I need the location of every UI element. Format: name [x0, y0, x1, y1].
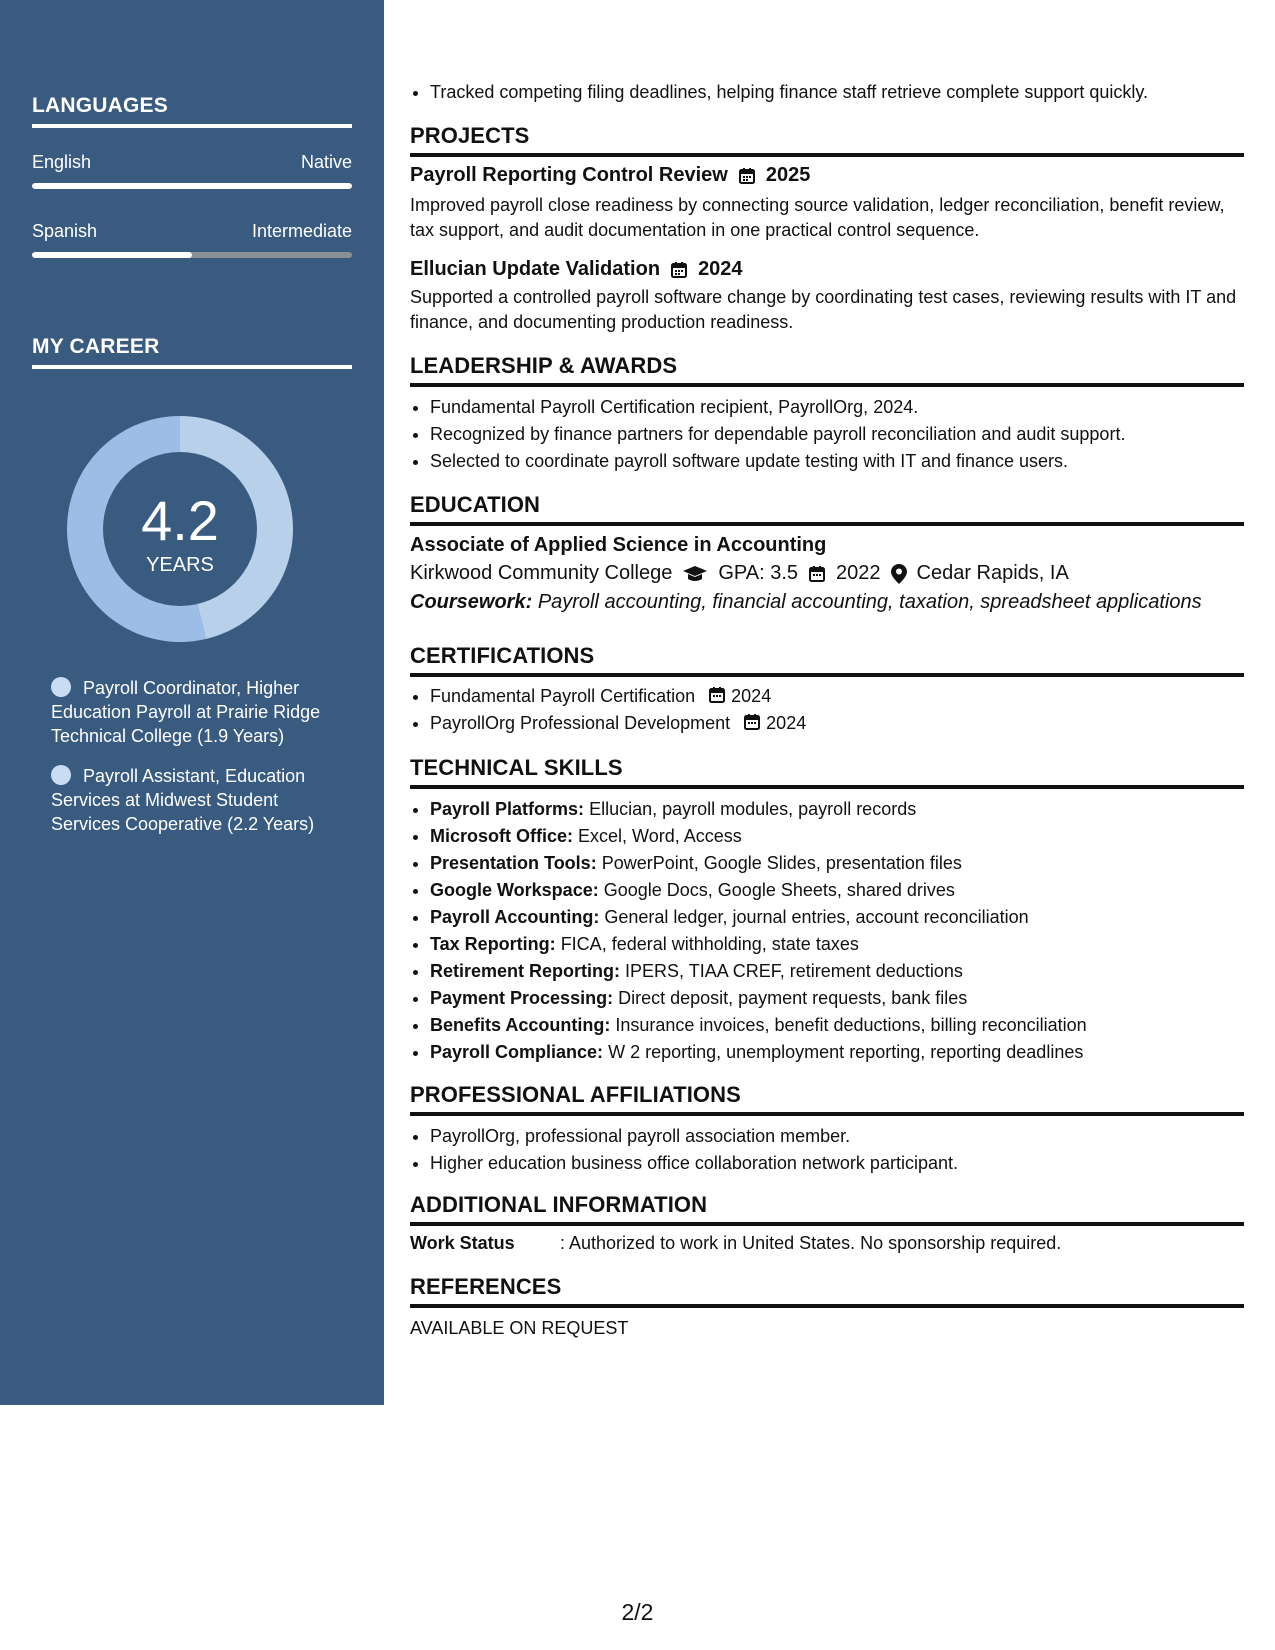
language-bar-english — [32, 183, 352, 189]
certification-year: 2024 — [731, 686, 772, 706]
experience-bullet: • Tracked competing filing deadlines, helping finance staff retrieve complete support quickly. — [430, 79, 1244, 106]
language-name: English — [32, 152, 92, 172]
skill-value: Google Docs, Google Sheets, shared drives — [603, 880, 955, 900]
skill-label: Payroll Platforms: — [430, 799, 585, 819]
affiliations-heading: PROFESSIONAL AFFILIATIONS — [410, 1082, 1244, 1116]
career-bullet-dot — [51, 677, 71, 697]
location-pin-icon — [891, 564, 907, 584]
skills-list — [410, 796, 1244, 1066]
language-bar-fill — [32, 252, 192, 258]
education-gpa: GPA: 3.5 — [718, 562, 798, 584]
leadership-item: • Recognized by finance partners for dependable payroll reconciliation and audit support. — [430, 421, 1244, 448]
education-degree: Associate of Applied Science in Accounting — [410, 534, 827, 556]
language-bar-fill — [32, 183, 352, 189]
language-bar-spanish — [32, 252, 352, 258]
additional-info-heading: ADDITIONAL INFORMATION — [410, 1192, 1244, 1226]
career-donut-chart — [67, 416, 293, 642]
career-list — [51, 676, 341, 852]
leadership-item: • Selected to coordinate payroll software update testing with IT and finance users. — [430, 448, 1244, 475]
skill-label: Payroll Accounting: — [430, 907, 600, 927]
language-row-spanish — [32, 221, 352, 242]
calendar-icon — [708, 686, 726, 704]
skill-label: Benefits Accounting: — [430, 1015, 611, 1035]
skill-item — [430, 958, 1244, 985]
languages-heading: LANGUAGES — [32, 94, 352, 128]
skill-value: General ledger, journal entries, account reconciliation — [604, 907, 1029, 927]
skill-item — [430, 1012, 1244, 1039]
project-item — [410, 164, 1244, 243]
certification-year: 2024 — [766, 713, 807, 733]
education-location: Cedar Rapids, IA — [916, 562, 1069, 584]
project-year: 2025 — [765, 164, 811, 186]
education-details — [410, 562, 1244, 585]
skill-item — [430, 850, 1244, 877]
skill-item — [430, 904, 1244, 931]
career-heading: MY CAREER — [32, 335, 352, 369]
calendar-icon — [738, 167, 756, 185]
language-row-english — [32, 152, 352, 173]
project-title: Ellucian Update Validation — [410, 258, 661, 280]
education-school: Kirkwood Community College — [410, 562, 673, 584]
skill-label: Microsoft Office: — [430, 826, 574, 846]
skill-label: Google Workspace: — [430, 880, 599, 900]
projects-heading: PROJECTS — [410, 123, 1244, 157]
skill-value: Ellucian, payroll modules, payroll records — [589, 799, 917, 819]
project-title-row — [410, 258, 1244, 281]
certifications-heading: CERTIFICATIONS — [410, 643, 1244, 677]
graduation-cap-icon — [682, 565, 708, 583]
language-name: Spanish — [32, 221, 98, 241]
certification-name: PayrollOrg Professional Development — [430, 713, 731, 733]
certification-item — [430, 683, 1244, 710]
skill-label: Presentation Tools: — [430, 853, 597, 873]
coursework-label: Coursework: — [410, 591, 533, 613]
skills-heading: TECHNICAL SKILLS — [410, 755, 1244, 789]
skill-item — [430, 823, 1244, 850]
affiliations-list — [410, 1123, 1244, 1177]
skill-item — [430, 985, 1244, 1012]
career-item-text: Payroll Assistant, Education Services at Midwest Student Services Cooperative (2.2 Years) — [51, 766, 315, 834]
skill-value: Insurance invoices, benefit deductions, billing reconciliation — [615, 1015, 1087, 1035]
education-heading: EDUCATION — [410, 492, 1244, 526]
skill-item — [430, 877, 1244, 904]
references-heading: REFERENCES — [410, 1274, 1244, 1308]
calendar-icon — [743, 713, 761, 731]
education-coursework — [410, 591, 1244, 614]
career-item — [51, 676, 341, 748]
skill-label: Tax Reporting: — [430, 934, 556, 954]
calendar-icon — [808, 565, 826, 583]
affiliation-item: • Higher education business office collaboration network participant. — [430, 1150, 1244, 1177]
sidebar — [0, 0, 384, 1405]
project-description: Improved payroll close readiness by connecting source validation, ledger reconciliation, benefit review, tax support, and audit documentation in one practical control sequence. — [410, 195, 1225, 240]
project-title: Payroll Reporting Control Review — [410, 164, 728, 186]
project-title-row — [410, 164, 1244, 187]
skill-label: Payment Processing: — [430, 988, 614, 1008]
leadership-heading: LEADERSHIP & AWARDS — [410, 353, 1244, 387]
work-status-row — [410, 1233, 1244, 1254]
career-bullet-dot — [51, 765, 71, 785]
education-year: 2022 — [836, 562, 881, 584]
skill-value: Direct deposit, payment requests, bank files — [618, 988, 968, 1008]
skill-value: W 2 reporting, unemployment reporting, reporting deadlines — [608, 1042, 1084, 1062]
language-level: Intermediate — [251, 221, 352, 241]
skill-value: IPERS, TIAA CREF, retirement deductions — [625, 961, 963, 981]
skill-value: FICA, federal withholding, state taxes — [560, 934, 859, 954]
leadership-item: • Fundamental Payroll Certification recipient, PayrollOrg, 2024. — [430, 394, 1244, 421]
experience-continuation — [410, 79, 1244, 106]
project-year: 2024 — [698, 258, 743, 280]
skill-value: Excel, Word, Access — [578, 826, 742, 846]
certification-item — [430, 710, 1244, 737]
career-item-text: Payroll Coordinator, Higher Education Payroll at Prairie Ridge Technical College (1.9 Years) — [51, 678, 321, 746]
career-item — [51, 764, 341, 836]
skill-label: Retirement Reporting: — [430, 961, 621, 981]
skill-item — [430, 1039, 1244, 1066]
project-item — [410, 258, 1244, 335]
coursework-value: Payroll accounting, financial accounting, taxation, spreadsheet applications — [537, 591, 1202, 613]
work-status-value: : Authorized to work in United States. No sponsorship required. — [560, 1233, 1062, 1253]
career-total-unit: YEARS — [146, 554, 214, 576]
affiliation-item: • PayrollOrg, professional payroll association member. — [430, 1123, 1244, 1150]
career-total-value: 4.2 — [141, 489, 219, 552]
certification-name: Fundamental Payroll Certification — [430, 686, 696, 706]
project-description: Supported a controlled payroll software change by coordinating test cases, reviewing results with IT and finance, and documenting production readiness. — [410, 287, 1237, 332]
skill-item — [430, 796, 1244, 823]
references-text: AVAILABLE ON REQUEST — [410, 1318, 629, 1338]
leadership-list — [410, 394, 1244, 475]
page-number: 2/2 — [621, 1599, 654, 1625]
skill-label: Payroll Compliance: — [430, 1042, 604, 1062]
work-status-label: Work Status — [410, 1233, 515, 1253]
skill-item — [430, 931, 1244, 958]
calendar-icon — [670, 261, 688, 279]
language-level: Native — [300, 152, 352, 172]
education-entry — [410, 534, 1244, 614]
skill-value: PowerPoint, Google Slides, presentation files — [601, 853, 962, 873]
certifications-list — [410, 683, 1244, 737]
